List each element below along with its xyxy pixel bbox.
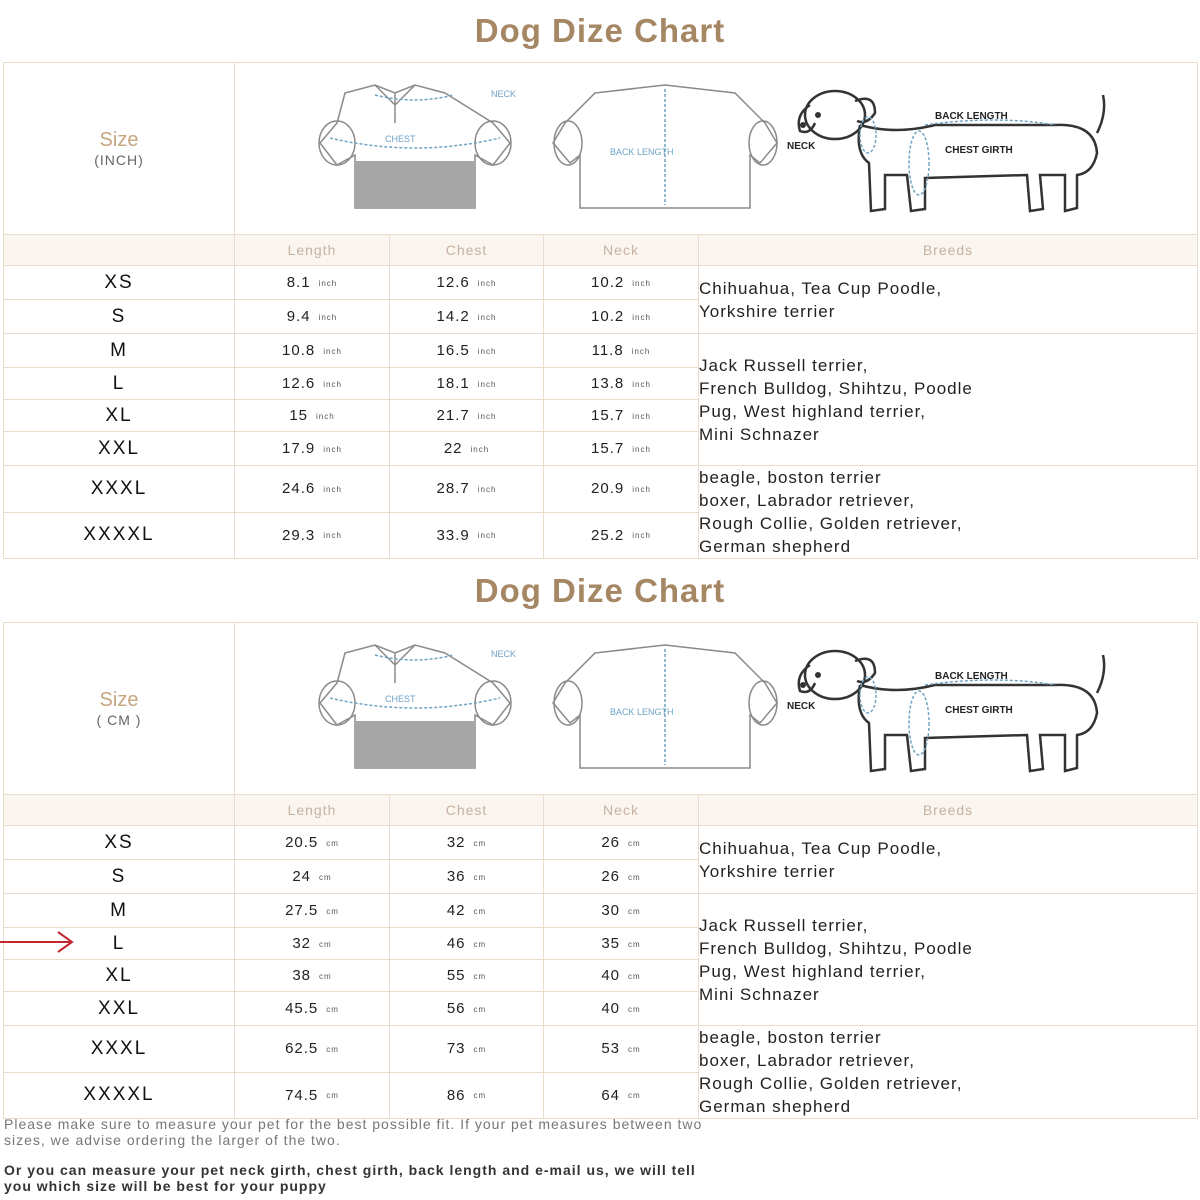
neck-value-cell: [544, 826, 699, 860]
measurement-diagram: [235, 63, 1198, 235]
breed-line: Rough Collie, Golden retriever,: [699, 514, 963, 533]
neck-value-cell: [544, 512, 699, 559]
table-row: [4, 826, 1198, 860]
length-value: 74.5: [285, 1086, 319, 1104]
unit-label: cm: [628, 906, 641, 916]
chest-label: CHEST: [385, 134, 416, 144]
chest-value: 42: [446, 902, 466, 919]
fit-note-line-1: Please make sure to measure your pet for the best possible fit. If your pet measures between two: [4, 1116, 703, 1132]
size-cell: S: [4, 300, 235, 334]
dog-back-length-label: BACK LENGTH: [935, 671, 1008, 682]
breed-line: Chihuahua, Tea Cup Poodle,: [699, 278, 943, 298]
chest-value-cell: [390, 1026, 544, 1073]
length-value-cell: [235, 400, 390, 432]
column-header-length: Length: [235, 795, 390, 826]
chart-title-cm: Dog Dize Chart: [474, 572, 726, 609]
chest-value: 33.9: [436, 526, 470, 544]
unit-label: inch: [631, 346, 651, 356]
length-value: 15: [289, 407, 308, 424]
breeds-cell: [699, 466, 1198, 559]
length-value: 24: [292, 868, 311, 885]
unit-label: inch: [632, 411, 651, 421]
size-cell: M: [4, 894, 235, 928]
breed-line: beagle, boston terrier: [699, 1028, 882, 1047]
table-row: [4, 1026, 1198, 1073]
breeds-cell: [699, 266, 1198, 334]
length-value: 9.4: [286, 308, 311, 325]
length-value-cell: [235, 466, 390, 513]
unit-label: cm: [628, 971, 641, 981]
neck-value-cell: [544, 928, 699, 960]
dog-chest-girth-line: [909, 691, 929, 755]
chest-value: 32: [446, 834, 466, 851]
chest-value: 46: [446, 935, 466, 952]
chest-value-cell: [390, 894, 544, 928]
unit-label: cm: [319, 939, 332, 949]
size-cell: XS: [4, 826, 235, 860]
breed-line: Pug, West highland terrier,: [699, 401, 927, 421]
neck-value: 10.2: [591, 274, 625, 291]
neck-value: 40: [601, 1000, 620, 1017]
breed-line: Chihuahua, Tea Cup Poodle,: [699, 838, 943, 858]
unit-label: cm: [473, 1004, 487, 1014]
size-cell: XS: [4, 266, 235, 300]
breeds-cell: [699, 826, 1198, 894]
unit-label: inch: [323, 531, 342, 541]
unit-label: cm: [473, 906, 487, 916]
size-cell: XXXXL: [4, 1072, 235, 1119]
column-header-neck: Neck: [544, 235, 699, 266]
length-value: 17.9: [282, 440, 316, 457]
breed-line: Mini Schnazer: [699, 984, 820, 1004]
neck-value: 26: [601, 834, 620, 851]
size-cell: XL: [4, 960, 235, 992]
chest-value-cell: [390, 1072, 544, 1119]
chart-title-inch: Dog Dize Chart: [474, 12, 726, 49]
chest-value-cell: [390, 334, 544, 368]
dog-eye-icon: [815, 672, 821, 678]
unit-label: inch: [477, 411, 497, 421]
chest-value: 18.1: [436, 375, 470, 392]
neck-value-cell: [544, 334, 699, 368]
length-value: 8.1: [286, 274, 311, 291]
unit-label: inch: [477, 312, 497, 322]
breed-line: beagle, boston terrier: [699, 468, 882, 487]
column-header-neck: Neck: [544, 795, 699, 826]
size-label: Size: [99, 688, 139, 711]
breed-line: Yorkshire terrier: [699, 861, 836, 881]
breeds-cell: [699, 334, 1198, 466]
length-value: 32: [292, 935, 311, 952]
chest-value-cell: [390, 928, 544, 960]
chest-value-cell: [390, 368, 544, 400]
chest-value-cell: [390, 300, 544, 334]
column-header-length: Length: [235, 235, 390, 266]
unit-label: cm: [473, 838, 487, 848]
unit-label: cm: [326, 838, 339, 848]
neck-value-cell: [544, 266, 699, 300]
unit-label: inch: [632, 278, 651, 288]
chest-value: 22: [443, 440, 463, 457]
dog-chest-girth-label: CHEST GIRTH: [945, 705, 1013, 716]
unit-label: inch: [632, 379, 651, 389]
length-value-cell: [235, 960, 390, 992]
unit-label: inch: [323, 346, 342, 356]
neck-label: NECK: [491, 649, 517, 659]
neck-value: 35: [601, 935, 620, 952]
column-header-row: [4, 795, 1198, 826]
neck-value: 11.8: [591, 342, 624, 359]
neck-label: NECK: [491, 89, 517, 99]
chest-value: 73: [446, 1040, 466, 1058]
length-value-cell: [235, 266, 390, 300]
unit-label: cm: [628, 939, 641, 949]
unit-label: cm: [628, 1044, 641, 1054]
breed-line: Jack Russell terrier,: [699, 355, 869, 375]
length-value: 62.5: [285, 1040, 319, 1058]
length-value-cell: [235, 1072, 390, 1119]
shirt-body-shade: [355, 721, 475, 768]
dog-neck-line: [860, 677, 876, 713]
unit-label: inch: [477, 531, 497, 541]
unit-label: inch: [632, 312, 651, 322]
dog-nose-icon: [800, 682, 806, 688]
unit-label: inch: [470, 444, 490, 454]
column-header-chest: Chest: [390, 795, 544, 826]
length-value-cell: [235, 432, 390, 466]
breed-line: Yorkshire terrier: [699, 301, 836, 321]
neck-value-cell: [544, 466, 699, 513]
unit-label: cm: [319, 872, 332, 882]
breed-line: boxer, Labrador retriever,: [699, 1051, 915, 1070]
unit-label: inch: [477, 346, 497, 356]
breed-line: French Bulldog, Shihtzu, Poodle: [699, 378, 973, 398]
neck-value: 26: [601, 868, 620, 885]
length-value: 12.6: [282, 375, 316, 392]
inch-size-table: [3, 62, 1198, 559]
chest-value-cell: [390, 992, 544, 1026]
unit-label: inch: [477, 278, 497, 288]
column-header-row: [4, 235, 1198, 266]
dog-nose-icon: [800, 122, 806, 128]
chest-value: 56: [446, 1000, 466, 1017]
size-cell: S: [4, 860, 235, 894]
cm-size-table: [3, 622, 1198, 1119]
table-row: [4, 334, 1198, 368]
column-header-breeds: Breeds: [699, 795, 1198, 826]
unit-label: cm: [473, 1044, 487, 1054]
unit-label: inch: [632, 531, 651, 541]
size-cell: M: [4, 334, 235, 368]
length-value: 45.5: [285, 1000, 319, 1017]
dog-back-length-label: BACK LENGTH: [935, 111, 1008, 122]
unit-label: cm: [473, 872, 487, 882]
chest-value-cell: [390, 960, 544, 992]
chest-value: 16.5: [436, 342, 470, 359]
chest-label: CHEST: [385, 694, 416, 704]
unit-label: cm: [628, 1004, 641, 1014]
length-value-cell: [235, 368, 390, 400]
unit-label: cm: [326, 906, 339, 916]
neck-value: 25.2: [591, 526, 625, 544]
neck-value-cell: [544, 1072, 699, 1119]
chest-value-cell: [390, 826, 544, 860]
neck-value: 64: [601, 1086, 620, 1104]
length-value-cell: [235, 928, 390, 960]
unit-label: cm: [326, 1004, 339, 1014]
neck-value-cell: [544, 860, 699, 894]
dog-chest-girth-line: [909, 131, 929, 195]
column-header-blank: [4, 235, 235, 266]
breed-line: German shepherd: [699, 537, 852, 556]
neck-value: 15.7: [591, 407, 625, 424]
breed-line: Rough Collie, Golden retriever,: [699, 1074, 963, 1093]
unit-label: cm: [473, 939, 487, 949]
chest-value: 86: [446, 1086, 466, 1104]
size-label: Size: [99, 128, 139, 151]
neck-value: 13.8: [591, 375, 625, 392]
length-value: 24.6: [282, 480, 316, 498]
measurement-illustration: [235, 63, 1198, 235]
fit-note-line-2: sizes, we advise ordering the larger of the two.: [4, 1132, 341, 1148]
length-value-cell: [235, 992, 390, 1026]
neck-value-cell: [544, 1026, 699, 1073]
size-unit-header: [4, 623, 235, 795]
highlight-arrow-icon: [0, 930, 80, 960]
unit-label: inch: [323, 484, 342, 494]
measurement-diagram: [235, 623, 1198, 795]
contact-note-line-2: you which size will be best for your puppy: [4, 1178, 327, 1194]
unit-label: cm: [628, 1091, 641, 1101]
length-value: 27.5: [285, 902, 319, 919]
length-value-cell: [235, 860, 390, 894]
unit-label: ( CM ): [96, 711, 142, 728]
chest-value: 36: [446, 868, 466, 885]
neck-value: 20.9: [591, 480, 625, 498]
dog-chest-girth-label: CHEST GIRTH: [945, 145, 1013, 156]
unit-label: inch: [632, 484, 651, 494]
neck-value: 40: [601, 967, 620, 984]
neck-value-cell: [544, 992, 699, 1026]
chest-value-cell: [390, 860, 544, 894]
column-header-chest: Chest: [390, 235, 544, 266]
unit-label: inch: [632, 444, 651, 454]
breed-line: boxer, Labrador retriever,: [699, 491, 915, 510]
neck-value-cell: [544, 432, 699, 466]
neck-value-cell: [544, 960, 699, 992]
table-row: [4, 266, 1198, 300]
unit-label: inch: [323, 444, 342, 454]
unit-label: cm: [473, 971, 487, 981]
chest-value-cell: [390, 466, 544, 513]
shirt-body-shade: [355, 161, 475, 208]
size-cell: XL: [4, 400, 235, 432]
back-length-label: BACK LENGTH: [610, 147, 674, 157]
unit-label: inch: [318, 312, 338, 322]
neck-value: 30: [601, 902, 620, 919]
chest-value: 28.7: [436, 480, 470, 498]
neck-value-cell: [544, 400, 699, 432]
dog-neck-label: NECK: [787, 141, 816, 152]
table-row: [4, 466, 1198, 513]
length-value-cell: [235, 334, 390, 368]
unit-label: inch: [318, 278, 338, 288]
length-value-cell: [235, 894, 390, 928]
neck-value-cell: [544, 368, 699, 400]
neck-value-cell: [544, 300, 699, 334]
length-value: 29.3: [282, 526, 316, 544]
chest-value: 14.2: [436, 308, 470, 325]
unit-label: cm: [319, 971, 332, 981]
unit-label: inch: [477, 379, 497, 389]
size-cell: XXXL: [4, 1026, 235, 1073]
length-value: 20.5: [285, 834, 319, 851]
size-cell: XXL: [4, 992, 235, 1026]
size-cell: L: [4, 928, 235, 960]
breed-line: German shepherd: [699, 1097, 852, 1116]
dog-neck-label: NECK: [787, 701, 816, 712]
unit-label: inch: [316, 411, 335, 421]
length-value: 10.8: [282, 342, 316, 359]
length-value-cell: [235, 512, 390, 559]
unit-label: cm: [473, 1091, 487, 1101]
length-value: 38: [292, 967, 311, 984]
unit-label: cm: [326, 1091, 339, 1101]
breed-line: Jack Russell terrier,: [699, 915, 869, 935]
measurement-illustration: [235, 623, 1198, 795]
unit-label: cm: [628, 838, 641, 848]
breed-line: Pug, West highland terrier,: [699, 961, 927, 981]
breed-line: French Bulldog, Shihtzu, Poodle: [699, 938, 973, 958]
chest-value: 55: [446, 967, 466, 984]
neck-value: 10.2: [591, 308, 625, 325]
column-header-blank: [4, 795, 235, 826]
chest-value-cell: [390, 400, 544, 432]
neck-value: 15.7: [591, 440, 625, 457]
neck-value-cell: [544, 894, 699, 928]
unit-label: inch: [323, 379, 342, 389]
unit-label: cm: [628, 872, 641, 882]
length-value-cell: [235, 300, 390, 334]
length-value-cell: [235, 1026, 390, 1073]
chest-value: 12.6: [436, 274, 470, 291]
size-cell: XXXL: [4, 466, 235, 513]
breed-line: Mini Schnazer: [699, 424, 820, 444]
chest-value: 21.7: [436, 407, 470, 424]
size-unit-header: [4, 63, 235, 235]
breeds-cell: [699, 1026, 1198, 1119]
column-header-breeds: Breeds: [699, 235, 1198, 266]
dog-eye-icon: [815, 112, 821, 118]
size-cell: XXL: [4, 432, 235, 466]
chest-value-cell: [390, 266, 544, 300]
size-cell: XXXXL: [4, 512, 235, 559]
chest-value-cell: [390, 432, 544, 466]
unit-label: inch: [477, 484, 497, 494]
breeds-cell: [699, 894, 1198, 1026]
dog-neck-line: [860, 117, 876, 153]
contact-note-line-1: Or you can measure your pet neck girth, chest girth, back length and e-mail us, we will tell: [4, 1162, 696, 1178]
length-value-cell: [235, 826, 390, 860]
table-row: [4, 894, 1198, 928]
chest-value-cell: [390, 512, 544, 559]
unit-label: cm: [326, 1044, 339, 1054]
unit-label: (INCH): [94, 151, 144, 168]
size-cell: L: [4, 368, 235, 400]
back-length-label: BACK LENGTH: [610, 707, 674, 717]
neck-value: 53: [601, 1040, 620, 1058]
